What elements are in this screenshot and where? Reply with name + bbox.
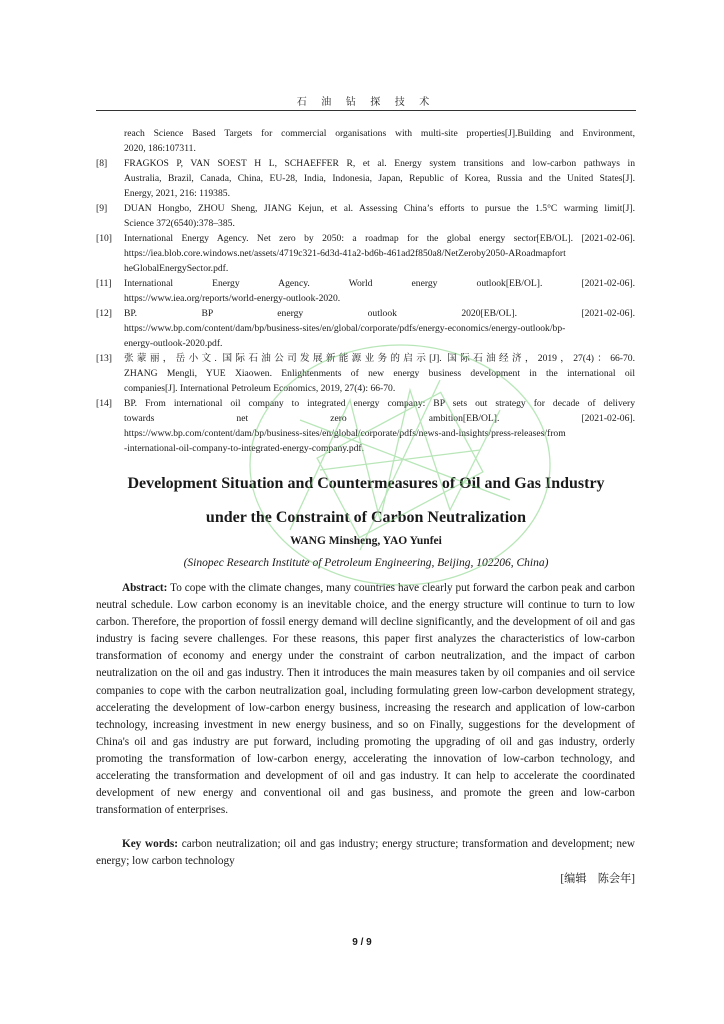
reference-list <box>96 126 635 456</box>
paper-title-line-2: under the Constraint of Carbon Neutralization <box>205 509 527 526</box>
abstract-text: To cope with the climate changes, many countries have clearly put forward the carbon peak and carbon neutral schedule. Low carbon economy is an inevitable choice, and the energy structure will continue to turn to low carbon. Therefore, the proportion of fossil energy demand will decline significantly, and the development of oil and gas industry is facing severe challenges. For these reasons, this paper first analyzes the characteristics of low-carbon transformation of economy and energy under the constraint of carbon neutralization, and the impact of carbon neutralization on the oil and gas industry. Then it introduces the main measures taken by oil companies and oil service companies to cope with the carbon neutralization goal, including formulating green low-carbon development strategy, accelerating the development of low-carbon energy business, increasing the research and application of low-carbon technology, increasing investment in new energy business, and so on Finally, suggestions for the development of China's oil and gas industry are put forward, including promoting the upgrading of oil and gas industry, orderly promoting the transformation of low-carbon energy, accelerating the innovation of low-carbon technology, and accelerating the transformation and development of oil and gas industry. It can help to accelerate the coordinated development of new energy and conventional oil and gas business, and promote the green and low-carbon transformation of enterprises. <box>96 582 635 817</box>
reference-number: [12] <box>96 308 112 319</box>
reference-line: 张蒙丽，岳小文. 国际石油公司发展新能源业务的启示[J]. 国际石油经济，2019，27(4)：66-70. <box>124 353 635 364</box>
paper-affiliation: (Sinopec Research Institute of Petroleum Engineering, Beijing, 102206, China) <box>183 557 549 569</box>
reference-line: International Energy Agency. Net zero by 2050: a roadmap for the global energy sector[EB/OL]. [2021-02-06]. <box>124 233 635 244</box>
reference-line: FRAGKOS P, VAN SOEST H L, SCHAEFFER R, et al. Energy system transitions and low-carbon pathways in <box>124 158 635 169</box>
reference-line: https://www.bp.com/content/dam/bp/business-sites/en/global/corporate/pdfs/news-and-insights/press-releases/from <box>124 428 566 439</box>
reference-item <box>96 231 635 276</box>
reference-item <box>96 201 635 231</box>
reference-line: https://iea.blob.core.windows.net/assets/4719c321-6d3d-41a2-bd6b-461ad2f850a8/NetZeroby2050-ARoadmapfort <box>124 248 566 259</box>
reference-line: towards net zero ambition[EB/OL]. [2021-02-06]. <box>124 413 635 424</box>
reference-line: https://www.bp.com/content/dam/bp/business-sites/en/global/corporate/pdfs/energy-economics/energy-outlook/bp- <box>124 323 566 334</box>
reference-line: Australia, Brazil, Canada, China, EU-28, India, Indonesia, Japan, Republic of Korea, Russia and the United States[J]. <box>124 173 635 184</box>
abstract-label: Abstract: <box>122 582 168 594</box>
reference-number: [11] <box>96 278 112 289</box>
reference-item <box>96 276 635 306</box>
reference-number: [14] <box>96 398 112 409</box>
reference-line: BP. BP energy outlook 2020[EB/OL]. [2021-02-06]. <box>124 308 635 319</box>
paper-authors: WANG Minsheng, YAO Yunfei <box>290 535 442 547</box>
reference-line: International Energy Agency. World energy outlook[EB/OL]. [2021-02-06]. <box>124 278 635 289</box>
reference-line: -international-oil-company-to-integrated-energy-company.pdf. <box>124 443 365 454</box>
reference-item <box>96 306 635 351</box>
reference-line: Energy, 2021, 216: 119385. <box>124 188 230 199</box>
reference-line: ZHANG Mengli, YUE Xiaowen. Enlightenments of new energy business development in the international oil <box>124 368 635 379</box>
reference-number: [10] <box>96 233 112 244</box>
reference-line: https://www.iea.org/reports/world-energy-outlook-2020. <box>124 293 341 304</box>
editor-credit: [编辑 陈会年] <box>560 873 635 885</box>
reference-line: BP. From international oil company to integrated energy company: BP sets out strategy for decade of delivery <box>124 398 635 409</box>
header-rule <box>96 110 636 111</box>
keywords-label: Key words: <box>122 838 178 850</box>
reference-number: [9] <box>96 203 108 214</box>
paper-title-line-1: Development Situation and Countermeasures of Oil and Gas Industry <box>127 475 605 492</box>
reference-line: reach Science Based Targets for commercial organisations with multi-site properties[J].Building and Environment, <box>124 128 635 139</box>
reference-item <box>96 351 635 396</box>
page-number: 9 / 9 <box>352 937 372 948</box>
abstract-paragraph <box>96 580 635 819</box>
reference-line: heGlobalEnergySector.pdf. <box>124 263 229 274</box>
keywords-text: carbon neutralization; oil and gas industry; energy structure; transformation and development; new energy; low carbon technology <box>96 838 636 868</box>
reference-line: Science 372(6540):378–385. <box>124 218 235 229</box>
reference-number: [13] <box>96 353 112 364</box>
reference-line: DUAN Hongbo, ZHOU Sheng, JIANG Kejun, et al. Assessing China’s efforts to pursue the 1.5°C warming limit[J]. <box>124 203 635 214</box>
reference-line: energy-outlook-2020.pdf. <box>124 338 223 349</box>
reference-line: companies[J]. International Petroleum Economics, 2019, 27(4): 66-70. <box>124 383 396 394</box>
reference-item <box>96 396 635 456</box>
reference-item <box>96 126 635 156</box>
keywords-paragraph <box>96 836 635 870</box>
reference-item <box>96 156 635 201</box>
reference-number: [8] <box>96 158 108 169</box>
reference-line: 2020, 186:107311. <box>124 143 196 154</box>
journal-header: 石 油 钻 探 技 术 <box>296 97 436 108</box>
